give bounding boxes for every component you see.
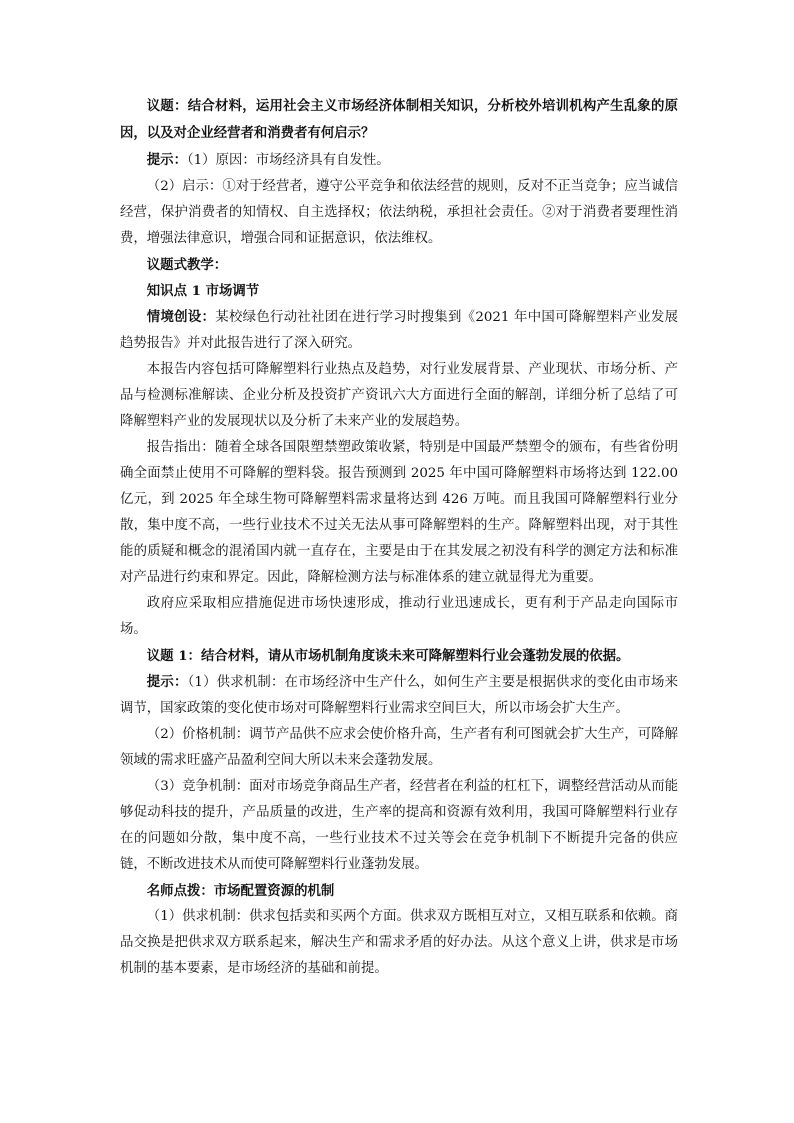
issue-1-question: 议题 1：结合材料，请从市场机制角度谈未来可降解塑料行业会蓬勃发展的依据。 [146,648,630,664]
price-mechanism-paragraph: （2）价格机制：调节产品供不应求会使价格升高，生产者有利可图就会扩大生产，可降解领域的需求旺盛产品盈利空间大所以未来会蓬勃发展。 [120,727,678,768]
teacher-guidance-heading: 名师点拨：市场配置资源的机制 [146,883,335,899]
hint-label-2: 提示： [146,674,188,690]
hint-supply-demand-paragraph [120,669,678,722]
hint-text: （1）原因：市场经济具有自发性。 [186,153,390,168]
issue-question-text: 结合材料，运用社会主义市场经济体制相关知识，分析校外培训机构产生乱象的原因，以及对企业经营者和消费者有何启示？ [120,98,679,141]
issue-question-paragraph [120,93,678,147]
scenario-text: 某校绿色行动社社团在进行学习时搜集到《2021 年中国可降解塑料产业发展趋势报告》并对此报告进行了深入研究。 [120,310,678,351]
enlightenment-paragraph: （2）启示：①对于经营者，遵守公平竞争和依法经营的规则，反对不正当竞争；应当诚信经营，保护消费者的知情权、自主选择权；依法纳税，承担社会责任。②对于消费者要理性消费，增强法律意识，增强合同和证据意识，依法维权。 [120,179,678,246]
scenario-paragraph [120,304,678,357]
issue-teaching-heading: 议题式教学： [146,257,228,273]
hint-label: 提示： [146,152,187,168]
hint-supply-demand-text: （1）供求机制：在市场经济中生产什么，如何生产主要是根据供求的变化由市场来调节，国家政策的变化使市场对可降解塑料行业需求空间巨大，所以市场会扩大生产。 [120,675,679,716]
supply-demand-mechanism-paragraph: （1）供求机制：供求包括卖和买两个方面。供求双方既相互对立，又相互联系和依赖。商品交换是把供求双方联系起来，解决生产和需求矛盾的好办法。从这个意义上讲，供求是市场机制的基本要素，是市场经济的基础和前提。 [120,909,678,976]
document-page [120,93,678,982]
government-measures-paragraph: 政府应采取相应措施促进市场快速形成，推动行业迅速成长，更有利于产品走向国际市场。 [120,596,678,637]
knowledge-point-heading: 知识点 1 市场调节 [146,283,260,299]
competition-mechanism-paragraph: （3）竞争机制：面对市场竞争商品生产者，经营者在利益的杠杠下，调整经营活动从而能够促动科技的提升，产品质量的改进，生产率的提高和资源有效利用，我国可降解塑料行业存在的问题如分散，集中度不高，一些行业技术不过关等会在竞争机制下不断提升完备的供应链，不断改进技术从而使可降解塑料行业蓬勃发展。 [120,779,678,872]
scenario-label: 情境创设： [146,309,216,325]
hint-paragraph [120,147,678,174]
issue-label: 议题： [146,98,188,114]
report-content-paragraph: 本报告内容包括可降解塑料行业热点及趋势，对行业发展背景、产业现状、市场分析、产品与检测标准解读、企业分析及投资扩产资讯六大方面进行全面的解剖，详细分析了总结了可降解塑料产业的发展现状以及分析了未来产业的发展趋势。 [120,362,678,429]
report-findings-paragraph: 报告指出：随着全球各国限塑禁塑政策收紧，特别是中国最严禁塑令的颁布，有些省份明确全面禁止使用不可降解的塑料袋。报告预测到 2025 年中国可降解塑料市场将达到 122.00 亿元，到 2025 年全球生物可降解塑料需求量将达到 426 万吨。而且我国可降解塑料行业分散，集中度不高，一些行业技术不过关无法从事可降解塑料的生产。降解塑料出现，对于其性能的质疑和概念的混淆国内就一直存在，主要是由于在其发展之初没有科学的测定方法和标准对产品进行约束和界定。因此，降解检测方法与标准体系的建立就显得尤为重要。 [120,440,678,585]
